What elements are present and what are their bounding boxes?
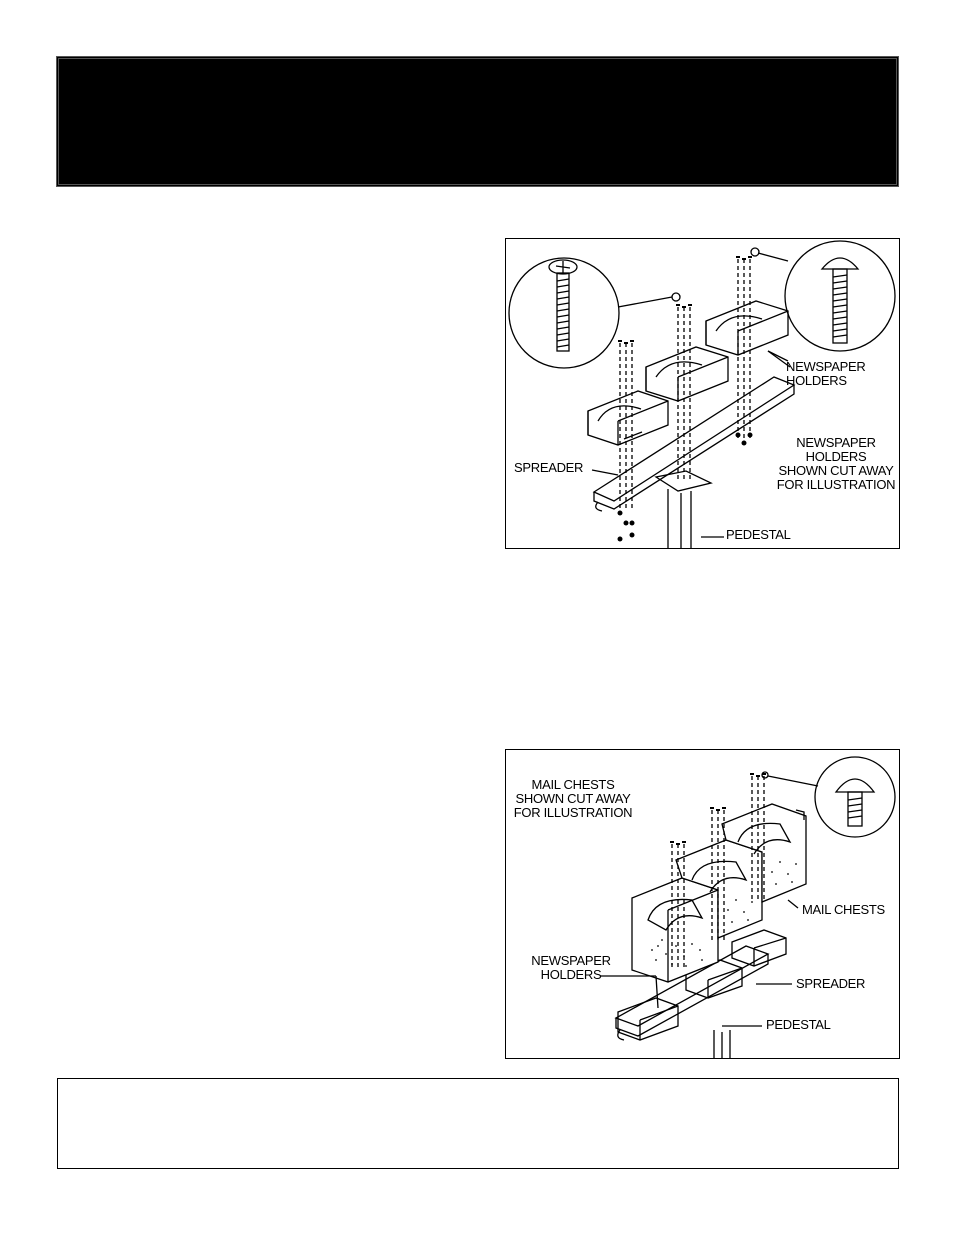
mail-chest-front bbox=[632, 878, 718, 982]
newspaper-holder-middle bbox=[646, 347, 728, 401]
phillips-screw-icon bbox=[509, 258, 619, 368]
label-cut-away-note: MAIL CHESTS SHOWN CUT AWAY FOR ILLUSTRATION bbox=[513, 777, 633, 820]
label-newspaper-holders: NEWSPAPER HOLDERS bbox=[531, 953, 611, 982]
mail-chest-assembly-diagram bbox=[505, 749, 900, 1059]
label-spreader: SPREADER bbox=[514, 460, 584, 475]
note-box bbox=[57, 1078, 899, 1169]
label-mail-chests: MAIL CHESTS bbox=[802, 902, 885, 917]
header-banner bbox=[56, 56, 899, 187]
newspaper-holder-assembly-diagram bbox=[505, 238, 900, 549]
label-newspaper-holders: NEWSPAPER HOLDERS bbox=[786, 359, 866, 388]
newspaper-holder-right bbox=[706, 301, 788, 361]
label-pedestal: PEDESTAL bbox=[766, 1017, 831, 1032]
diagram-1-drawing bbox=[506, 239, 900, 549]
newspaper-holder-left bbox=[588, 391, 668, 445]
label-cut-away-note: NEWSPAPER HOLDERS SHOWN CUT AWAY FOR ILLUSTRATION bbox=[776, 435, 896, 492]
carriage-bolt-icon bbox=[785, 241, 895, 351]
carriage-bolt-icon bbox=[815, 757, 895, 837]
label-spreader: SPREADER bbox=[796, 976, 866, 991]
label-pedestal: PEDESTAL bbox=[726, 527, 791, 542]
